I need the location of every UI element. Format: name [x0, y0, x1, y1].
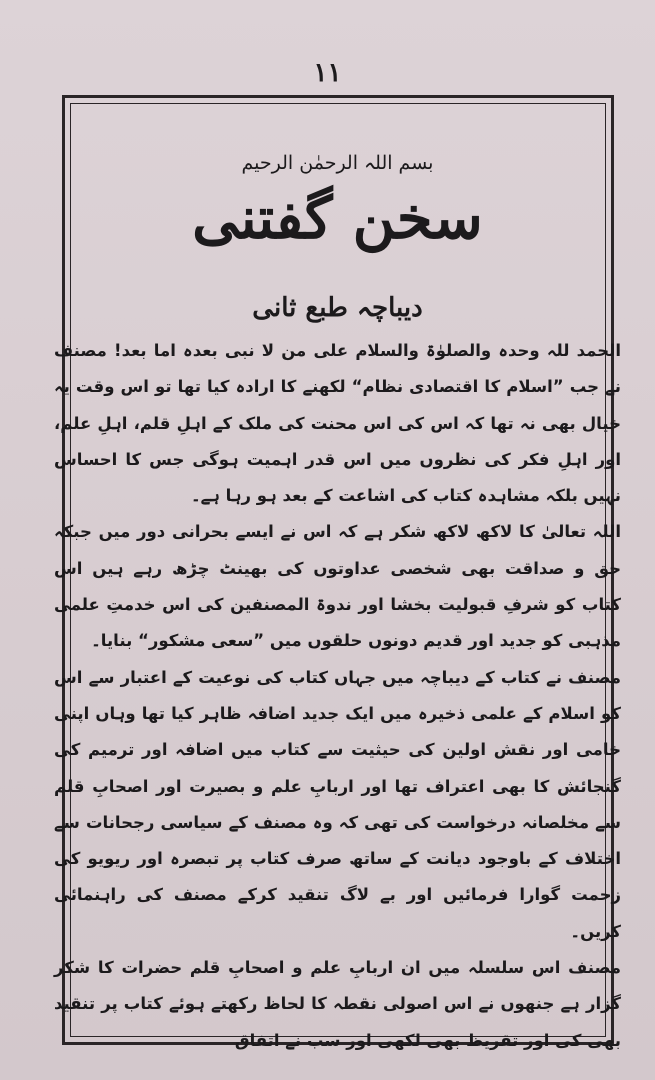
page-content	[50, 120, 625, 1059]
page-number: ۱۱	[313, 58, 342, 88]
chapter-title: سخن گفتنی	[192, 184, 483, 252]
chapter-subtitle: دیباچہ طبع ثانی	[252, 293, 423, 323]
bismillah-heading: بسم اللہ الرحمٰن الرحیم	[241, 152, 434, 174]
paragraph: اللہ تعالیٰ کا لاکھ لاکھ شکر ہے کہ اس نے ایسے بحرانی دور میں جبکہ حق و صداقت بھی شخصی عداوتوں کی بھینٹ چڑھ رہے ہیں اس کتاب کو شرفِ قبولیت بخشا اور ندوۃ المصنفین کی اس خدمتِ علمی مذہبی کو جدید اور قدیم دونوں حلقوں میں ”سعی مشکور“ بنایا۔	[54, 522, 621, 651]
body-text	[50, 333, 625, 1059]
paragraph: مصنف اس سلسلہ میں ان اربابِ علم و اصحابِ قلم حضرات کا شکر گزار ہے جنھوں نے اس اصولی نقطہ کا لحاظ رکھتے ہوئے کتاب پر تنقید بھی کی اور تقریظ بھی لکھی اور سب نے اتفاق	[54, 958, 621, 1050]
paragraph: مصنف نے کتاب کے دیباچہ میں جہاں کتاب کی نوعیت کے اعتبار سے اس کو اسلام کے علمی ذخیرہ میں ایک جدید اضافہ ظاہر کیا تھا وہاں اپنی خامی اور نقش اولین کی حیثیت سے کتاب میں اضافہ اور ترمیم کی گنجائش کا بھی اعتراف تھا اور اربابِ علم و بصیرت اور اصحابِ قلم سے مخلصانہ درخواست کی تھی کہ وہ مصنف کے سیاسی رجحانات سے اختلاف کے باوجود دیانت کے ساتھ صرف کتاب پر تبصرہ اور ریویو کی زحمت گوارا فرمائیں اور بے لاگ تنقید کرکے مصنف کی راہنمائی کریں۔	[54, 667, 621, 941]
paragraph: الحمد للہ وحدہ والصلوٰۃ والسلام علی من لا نبی بعدہ اما بعد! مصنف نے جب ”اسلام کا اقتصادی نظام“ لکھنے کا ارادہ کیا تھا تو اس وقت یہ خیال بھی نہ تھا کہ اس کی اس محنت کی ملک کے اہلِ قلم، اہلِ علم، اور اہلِ فکر کی نظروں میں اس قدر اہمیت ہوگی جس کا احساس نہیں بلکہ مشاہدہ کتاب کی اشاعت کے بعد ہو رہا ہے۔	[54, 341, 621, 506]
